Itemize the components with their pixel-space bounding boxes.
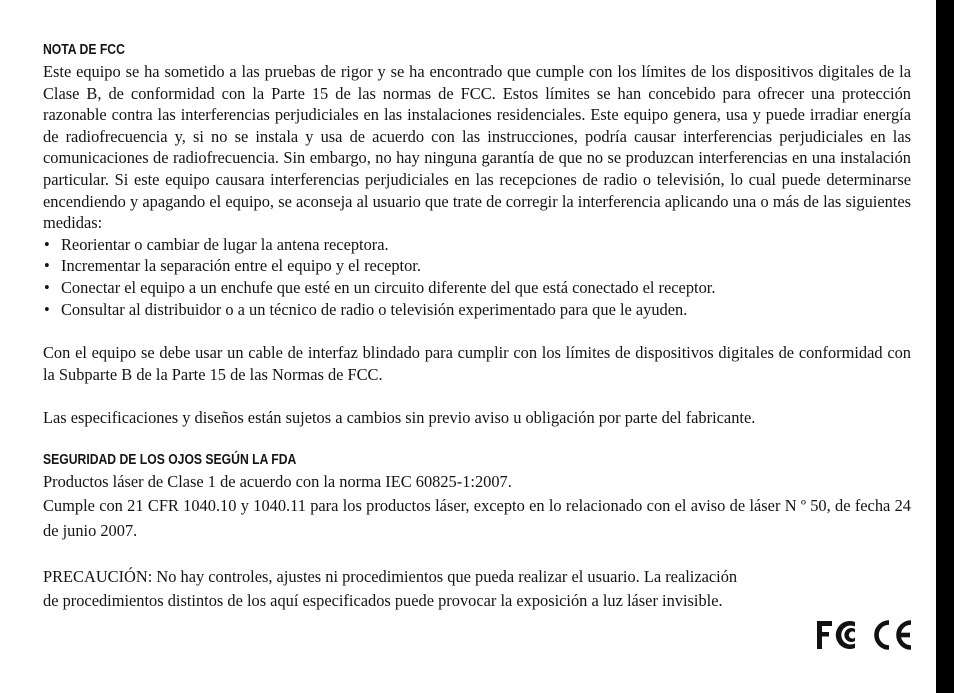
- list-item-text: Reorientar o cambiar de lugar la antena receptora.: [61, 234, 389, 254]
- list-item-text: Incrementar la separación entre el equipo y el receptor.: [61, 256, 421, 276]
- certification-logos: [815, 618, 915, 652]
- list-item: [43, 234, 911, 256]
- fda-cfr-compliance: Cumple con 21 CFR 1040.10 y 1040.11 para los productos láser, excepto en lo relacionado con el aviso de láser N º 50, de fecha 24 de junio 2007.: [43, 495, 911, 540]
- list-item: [43, 277, 911, 299]
- caution-line-2: de procedimientos distintos de los aquí especificados puede provocar la exposición a luz láser invisible.: [43, 590, 723, 610]
- ce-mark-icon: [877, 623, 911, 648]
- spacer: [43, 543, 911, 565]
- bullet-icon: •: [44, 256, 50, 276]
- fcc-heading: NOTA DE FCC: [43, 42, 125, 58]
- spacer: [43, 429, 911, 450]
- caution-line-1: PRECAUCIÓN: No hay controles, ajustes ni procedimientos que pueda realizar el usuario. La realización: [43, 566, 738, 586]
- page-edge-bar: [936, 0, 954, 693]
- list-item-text: Consultar al distribuidor o a un técnico de radio o televisión experimentado para que le ayuden.: [61, 299, 688, 319]
- fda-class-line: Productos láser de Clase 1 de acuerdo con la norma IEC 60825-1:2007.: [43, 471, 512, 491]
- fda-heading: SEGURIDAD DE LOS OJOS SEGÚN LA FDA: [43, 451, 297, 468]
- spacer: [43, 385, 911, 407]
- spacer: [43, 320, 911, 342]
- specifications-note: Las especificaciones y diseños están sujetos a cambios sin previo aviso u obligación por parte del fabricante.: [43, 408, 756, 428]
- fcc-measures-list: [43, 234, 911, 320]
- list-item-text: Conectar el equipo a un enchufe que esté en un circuito diferente del que está conectado el receptor.: [61, 277, 716, 297]
- document-body: [43, 40, 911, 613]
- fcc-logo-icon: [817, 621, 855, 649]
- list-item: [43, 255, 911, 277]
- bullet-icon: •: [44, 277, 50, 297]
- shielded-cable-note: Con el equipo se debe usar un cable de interfaz blindado para cumplir con los límites de dispositivos digitales de conformidad con la Subparte B de la Parte 15 de las Normas de FCC.: [43, 343, 911, 384]
- list-item: [43, 299, 911, 321]
- bullet-icon: •: [44, 234, 50, 254]
- bullet-icon: •: [44, 299, 50, 319]
- fcc-body-paragraph: Este equipo se ha sometido a las pruebas de rigor y se ha encontrado que cumple con los límites de los dispositivos digitales de la Clase B, de conformidad con la Parte 15 de las normas de FCC. Estos límites se han concebido para ofrecer una protección razonable contra las interferencias perjudiciales en las instalaciones residenciales. Este equipo genera, usa y puede irradiar energía de radiofrecuencia y, si no se instala y usa de acuerdo con las instrucciones, podría causar interferencias perjudiciales en las comunicaciones de radiofrecuencia. Sin embargo, no hay ninguna garantía de que no se produzcan interferencias en una instalación particular. Si este equipo causara interferencias perjudiciales en las recepciones de radio o televisión, lo cual puede determinarse encendiendo y apagando el equipo, se aconseja al usuario que trate de corregir la interferencia aplicando una o más de las siguientes medidas:: [43, 62, 911, 233]
